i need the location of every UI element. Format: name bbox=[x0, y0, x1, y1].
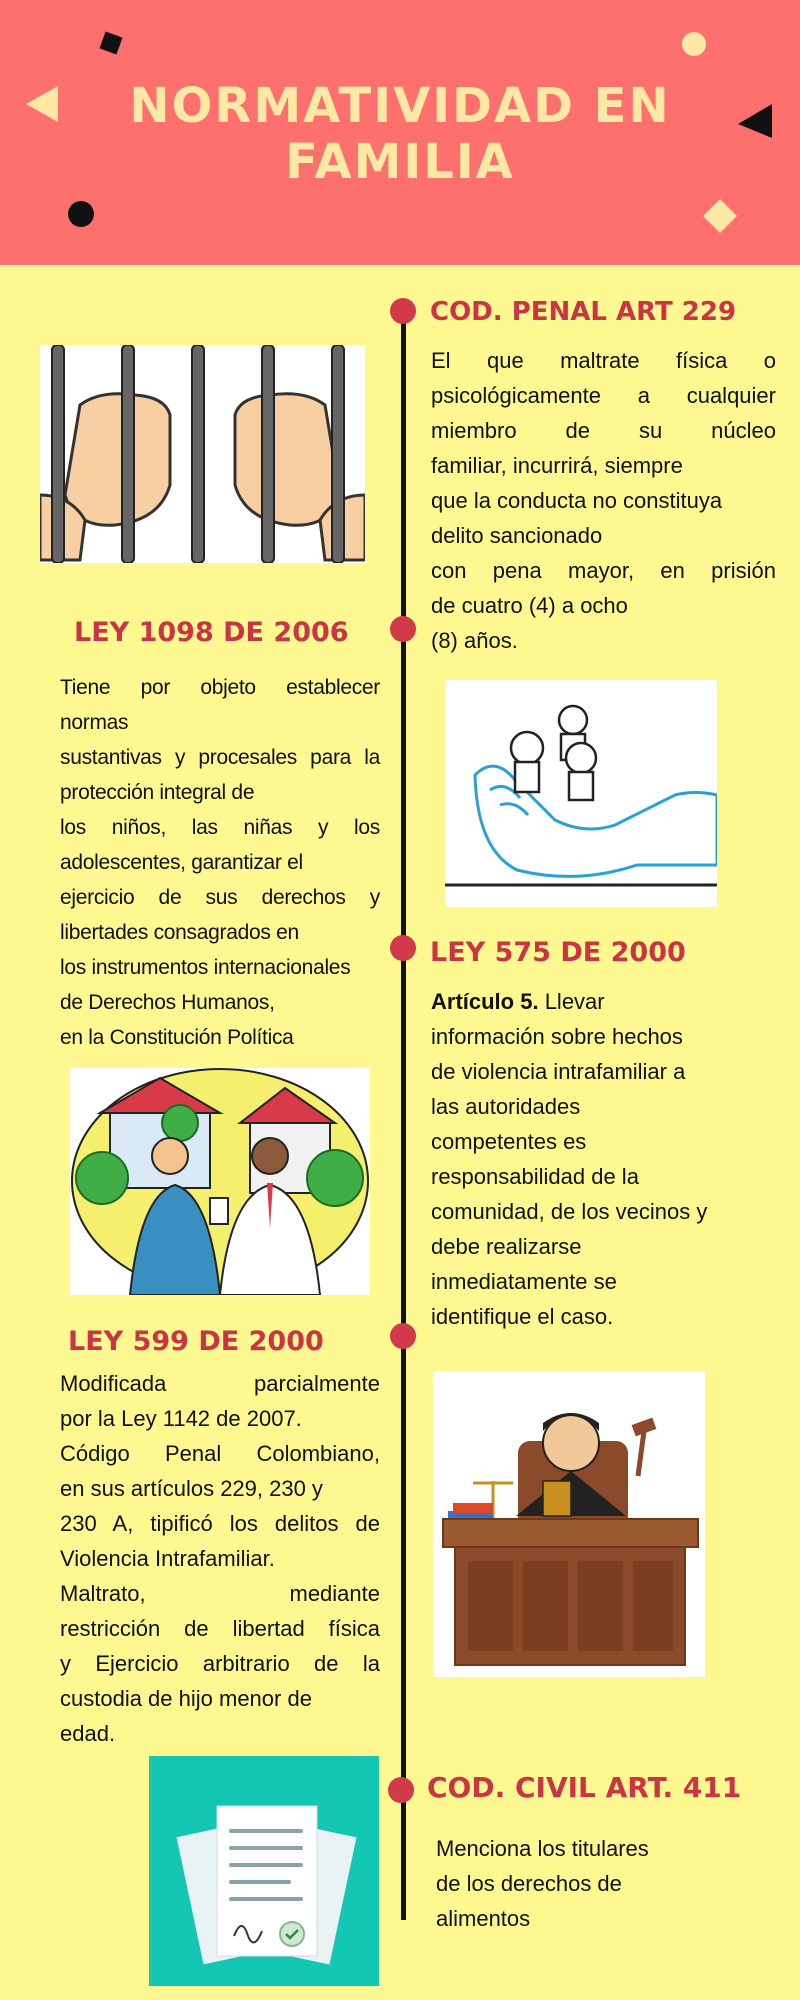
section-text-ley-575 bbox=[431, 984, 776, 1334]
text-line: en sus artículos 229, 230 y bbox=[60, 1476, 323, 1501]
neighbors-image bbox=[70, 1068, 370, 1295]
section-text-cod-penal bbox=[431, 343, 776, 658]
text-line: (8) años. bbox=[431, 628, 518, 653]
header-banner bbox=[0, 0, 800, 265]
text-line: edad. bbox=[60, 1721, 116, 1746]
timeline-dot bbox=[390, 935, 416, 961]
text-line: de cuatro (4) a ocho bbox=[431, 593, 628, 618]
black-triangle-icon bbox=[736, 102, 774, 140]
text-line: miembro de su núcleo bbox=[431, 418, 776, 443]
text-line: y Ejercicio arbitrario de la bbox=[60, 1651, 380, 1676]
text-line: comunidad, de los vecinos y bbox=[431, 1199, 708, 1224]
text-line: 230 A, tipificó los delitos de bbox=[60, 1511, 380, 1536]
text-line: custodia de hijo menor de bbox=[60, 1686, 312, 1711]
judge-image bbox=[433, 1371, 705, 1677]
text-line: los instrumentos internacionales bbox=[60, 956, 351, 979]
text-line: de los derechos de bbox=[436, 1871, 622, 1896]
timeline-dot bbox=[390, 298, 416, 324]
section-heading-cod-penal: COD. PENAL ART 229 bbox=[430, 297, 737, 327]
text-line: de violencia intrafamiliar a bbox=[431, 1059, 686, 1084]
jail-bars-image bbox=[40, 345, 365, 563]
text-line: Violencia Intrafamiliar. bbox=[60, 1546, 275, 1571]
timeline-dot bbox=[390, 1323, 416, 1349]
neighbors-handshake-icon bbox=[70, 1068, 370, 1295]
text-line: Modificada parcialmente bbox=[60, 1371, 380, 1396]
text-line: Código Penal Colombiano, bbox=[60, 1441, 380, 1466]
text-line: familiar, incurrirá, siempre bbox=[431, 453, 683, 478]
judge-gavel-icon bbox=[433, 1371, 705, 1677]
text-line: responsabilidad de la bbox=[431, 1164, 639, 1189]
hand-holding-family-icon bbox=[445, 680, 717, 907]
signed-documents-icon bbox=[149, 1756, 379, 1986]
text-line: que la conducta no constituya bbox=[431, 488, 723, 513]
text-line: por la Ley 1142 de 2007. bbox=[60, 1406, 302, 1431]
cream-circle-icon bbox=[681, 31, 707, 57]
section-text-ley-599 bbox=[60, 1366, 380, 1751]
section-text-ley-1098 bbox=[60, 670, 380, 1055]
text-line: inmediatamente se bbox=[431, 1269, 617, 1294]
text-line: los niños, las niñas y los bbox=[60, 816, 380, 839]
cream-triangle-icon bbox=[24, 84, 60, 124]
timeline-dot bbox=[390, 616, 416, 642]
text-line: protección integral de bbox=[60, 781, 255, 804]
section-heading-ley-599: LEY 599 DE 2000 bbox=[68, 1326, 324, 1357]
black-square-icon bbox=[98, 30, 124, 56]
section-heading-ley-1098: LEY 1098 DE 2006 bbox=[74, 617, 349, 648]
text-line: El que maltrate física o bbox=[431, 348, 776, 373]
text-line: identifique el caso. bbox=[431, 1304, 614, 1329]
jail-bars-hands-icon bbox=[40, 345, 365, 563]
text-line-rest: Llevar bbox=[538, 989, 605, 1014]
title-line-1: NORMATIVIDAD EN bbox=[129, 78, 671, 134]
title-line-2: FAMILIA bbox=[285, 134, 515, 190]
text-line: restricción de libertad física bbox=[60, 1616, 380, 1641]
text-line: sustantivas y procesales para la bbox=[60, 746, 380, 769]
text-line: adolescentes, garantizar el bbox=[60, 851, 303, 874]
text-line: competentes es bbox=[431, 1129, 587, 1154]
article-label: Artículo 5. bbox=[431, 989, 539, 1014]
cream-diamond-icon bbox=[698, 194, 742, 238]
text-line: ejercicio de sus derechos y bbox=[60, 886, 380, 909]
text-line: debe realizarse bbox=[431, 1234, 582, 1259]
text-line: psicológicamente a cualquier bbox=[431, 383, 776, 408]
text-line bbox=[431, 984, 776, 1019]
text-line: libertades consagrados en bbox=[60, 921, 299, 944]
text-line: delito sancionado bbox=[431, 523, 603, 548]
documents-image bbox=[149, 1756, 379, 1986]
text-line: Menciona los titulares bbox=[436, 1836, 649, 1861]
text-line: información sobre hechos bbox=[431, 1024, 683, 1049]
text-line: en la Constitución Política bbox=[60, 1026, 294, 1049]
text-line: con pena mayor, en prisión bbox=[431, 558, 776, 583]
text-line: Tiene por objeto establecer bbox=[60, 676, 380, 699]
timeline-line bbox=[401, 305, 406, 1920]
section-text-cod-civil bbox=[436, 1831, 736, 1936]
page-title bbox=[0, 78, 800, 190]
text-line: Maltrato, mediante bbox=[60, 1581, 380, 1606]
text-line: las autoridades bbox=[431, 1094, 581, 1119]
section-heading-ley-575: LEY 575 DE 2000 bbox=[430, 937, 686, 968]
text-line: alimentos bbox=[436, 1906, 531, 1931]
section-heading-cod-civil: COD. CIVIL ART. 411 bbox=[427, 1771, 742, 1804]
black-circle-icon bbox=[67, 200, 95, 228]
hand-family-image bbox=[445, 680, 717, 907]
timeline-dot bbox=[388, 1777, 414, 1803]
text-line: normas bbox=[60, 711, 129, 734]
text-line: de Derechos Humanos, bbox=[60, 991, 275, 1014]
